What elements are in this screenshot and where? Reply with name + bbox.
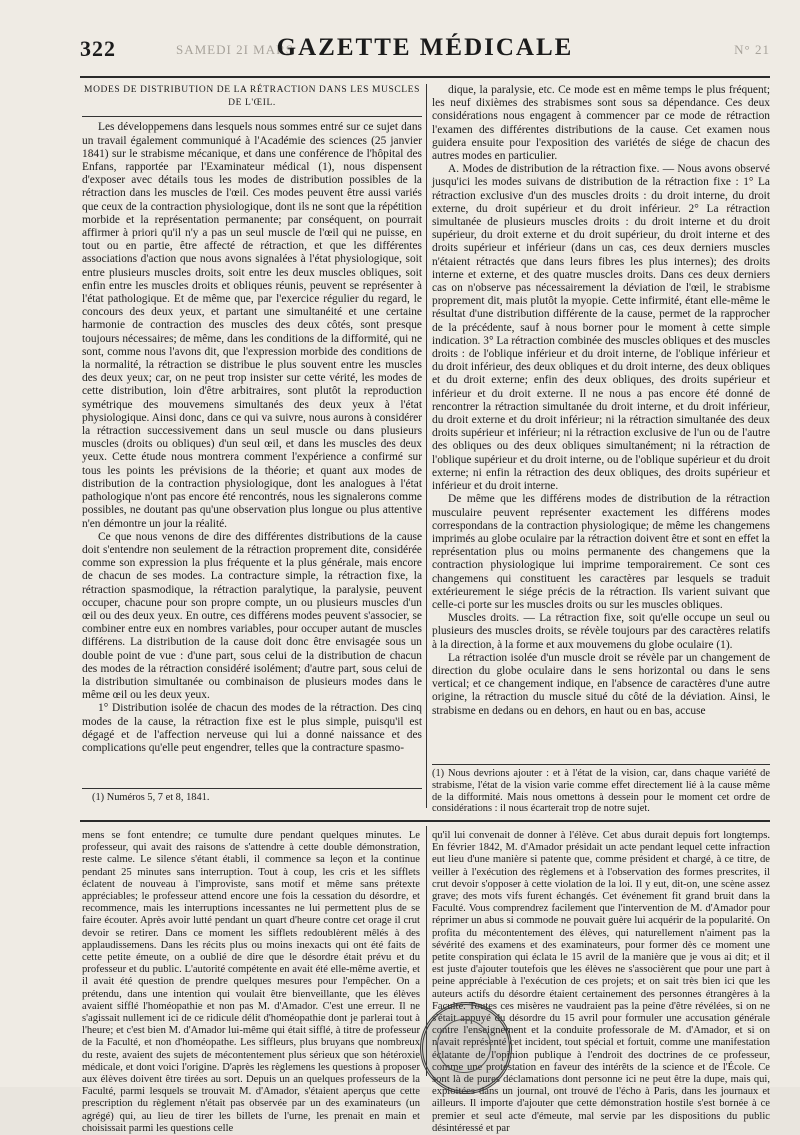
article-paragraph: De même que les différens modes de distribution de la rétraction musculaire peuvent représenter exactement les différens modes correspondans de la contraction physiologique; de même les changemens imprimés au globe oculaire par la rétraction doivent être et sont en effet la représentation plus ou moins permanente des changemens que la contraction physiologique lui imprime temporairement. Ce sont ces changemens qui constituent les caractères par lesquels se traduit extérieurement le siége précis de la rétraction. Ils varient suivant que celle-ci porte sur les muscles droits ou sur les muscles obliques. xyxy=(432,493,770,611)
feuilleton-left-column: mens se font entendre; ce tumulte dure pendant quelques minutes. Le professeur, qui avait des raisons de s'attendre à cette double démonstration, reste calme. Le silence s'étant établi, il commence sa leçon et la continue pendant 25 minutes sans interruption. Tout à coup, les cris et les sifflets éclatent de nouveau à l'improviste, sans motif et même sans prétexte appréciables; le professeur attend encore une fois la cessation du désordre, et recommence, mais les interruptions incessantes ne lui permettent plus de se faire écouter. Après avoir lutté pendant un quart d'heure contre cet orage il crut devoir se retirer. Dans ce moment les sifflets redoublèrent mêlés à des applaudissemens. Dans les récits plus ou moins inexacts qui ont été faits de cette petite émeute, on a oublié de dire que le désordre était prévu et du professeur et du public. L'autorité compétente en avait été elle-même avertie, et il avait été question de prendre quelques mesures pour l'empêcher. On a prétendu, dans une intention qui voulait être bienveillante, que les élèves avaient sifflé l'homéopathie et non pas M. d'Amador. C'est une erreur. Il ne s'agissait nullement ici de ce ridicule délit d'homéopathie dont je parlerai tout à l'heure; et c'est bien M. d'Amador lui-même qui était sifflé, à titre de professeur de la Faculté, et non d'homéopathe. Les siffleurs, plus bruyans que nombreux du reste, avaient des sujets de mécontentement plus sérieux que son hétéroxie médicale, et dont voici l'origine. D'après les règlemens les questions à proposer aux élèves doivent être tirées au sort. Depuis un an quelques professeurs de la Faculté, parmi lesquels se trouvait M. d'Amador, s'étaient aperçus que cette prescription du règlement n'était pas observée par un des examinateurs (un agrégé) qui, au lieu de tirer les billets de l'urne, les prenait en main et choisissait parmi les questions celle xyxy=(82,830,420,1134)
footnote-left: (1) Numéros 5, 7 et 8, 1841. xyxy=(92,792,210,803)
column-divider xyxy=(426,84,427,808)
footnote-right: (1) Nous devrions ajouter : et à l'état de la vision, car, dans chaque variété de strabisme, l'état de la vision varie comme effet directement lié à la cause même de la difformité. Mais nous omettons à dessein pour le moment cet ordre de considérations : il nous écarterait trop de notre sujet. xyxy=(432,768,770,815)
article-left-column xyxy=(82,84,422,755)
page-number: 322 xyxy=(80,36,116,61)
faint-header-left: SAMEDI 2I MARS xyxy=(176,42,295,57)
article-paragraph: Muscles droits. — La rétraction fixe, soit qu'elle occupe un seul ou plusieurs des muscles droits, se révèle toujours par des caractères relatifs à la direction, à la forme et aux mouvemens du globe oculaire (1). xyxy=(432,612,770,651)
feuilleton-right-column: qu'il lui convenait de donner à l'élève. Cet abus durait depuis fort longtemps. En février 1842, M. d'Amador présidait un acte pendant lequel cette infraction eut lieu d'une manière si patente que, comme président et chargé, à ce titre, de veiller à l'exécution des règlemens et à l'observation des formes prescrites, il crut devoir s'opposer à cette violation de la loi. Il y eut, dit-on, une scène assez grave; des mots vifs furent échangés. Cet événement fit grand bruit dans la Faculté. Vous comprendrez facilement que l'intervention de M. d'Amador pour réprimer un abus si commode ne pouvait guère lui acquérir de la popularité. On profita du mécontentement des élèves, qui naturellement n'aiment pas la sévérité des examens et des examinateurs, pour former dès ce moment une petite conspiration qui éclata le 15 avril de la manière que je vous ai dit; et il est juste d'ajouter toutefois que les élèves ne s'associèrent que pour une part à peine appréciable à l'exécution de ces projets; et on sait très bien ici que les auteurs actifs du désordre étaient certainement des personnes étrangères à la Faculté. Toutes ces misères ne vaudraient pas la peine d'être révélées, si on ne s'était appuyé du désordre du 15 avril pour formuler une accusation générale contre l'enseignement et la conduite professorale de M. d'Amador, et si on n'avait représenté cet incident, tout spécial et fortuit, comme une manifestation éclatante de l'opinion publique à l'endroit des doctrines de ce professeur, comme une protestation en faveur des intérêts de la science et de l'École. Ce sont là de pures déclamations dont personne ici ne peut être la dupe, mais qui, exploitées dans un journal, ont trouvé de l'écho à Paris, dans les journaux et ailleurs. Il importe d'ajouter que cette démonstration hostile s'est bornée à ce premier et seul acte d'émeute, mal servie par les dispositions du public désintéressé et par xyxy=(432,830,770,1134)
article-paragraph: Les développemens dans lesquels nous sommes entré sur ce sujet dans un travail également communiqué à l'Académie des sciences (25 janvier 1841) sur le strabisme mécanique, et dans une conférence de l'hôpital des Enfans, rapportée par l'Examinateur médical (1), nous dispensent d'exposer avec détails tous les modes de distribution possibles de la rétraction dans les muscles de l'œil. Ces modes peuvent être aussi variés que ceux de la contraction physiologique, dont ils ne sont que la répétition morbide et la représentation permanente; par conséquent, on pourrait affirmer à priori qu'il n'y a pas un seul muscle de l'œil qui ne puisse, en tout ou en partie, être affecté de rétraction, et que les différentes associations d'action que nous avons signalées à l'état physiologique, soit entre plusieurs muscles droits, soit entre les deux muscles obliques, soit enfin entre les muscles droits et obliques réunis, peuvent se représenter à l'état pathologique. Et de même que, par l'exercice régulier du regard, le concours des deux yeux, et partant une simultanéité et une certaine harmonie de contraction des muscles des deux côtés, sont presque toujours nécessaires; de même, dans les conditions de la difformité, qui ne sont, comme nous l'avons dit, que l'expression morbide des conditions de la normalité, la rétraction se distribue le plus souvent entre les muscles des deux yeux; car, on ne peut trop insister sur cette vérité, les modes de cette distribution, loin d'être arbitraires, sont plutôt la reproduction symétrique des mouvemens simultanés des deux yeux à l'état physiologique. Ainsi donc, dans ce qui va suivre, nous aurons à considérer la rétraction successivement dans un seul muscle ou dans plusieurs muscles (droits ou obliques) d'un seul œil, et dans les muscles des deux yeux. Cette étude nous montrera comment l'expérience a confirmé sur tous les points les prévisions de la théorie; et quant aux modes de distribution de la contraction physiologique, dont les analogues à l'état pathologique n'ont pas encore été rencontrés, nous les signalerons comme possibles, ne doutant pas qu'une observation plus longue ou plus attentive n'en démontre un jour la réalité. xyxy=(82,121,422,530)
article-paragraph: 1° Distribution isolée de chacun des modes de la rétraction. Des cinq modes de la cause, la rétraction fixe est le plus simple, puisqu'il est dégagé et de l'affection nerveuse qui lui a donné naissance et des complications qu'elle peut engendrer, telles que la contracture spasmo- xyxy=(82,702,422,754)
footnote-rule-left xyxy=(82,788,422,789)
page-header xyxy=(80,30,770,70)
article-paragraph: Ce que nous venons de dire des différentes distributions de la cause doit s'entendre non seulement de la rétraction proprement dite, considérée comme son expression la plus fréquente et la plus générale, mais encore de chacun de ses modes. La contracture simple, la rétraction fixe, la rétraction spasmodique, la rétraction paralytique, la paralysie, peuvent occuper, chacune pour son propre compte, un ou plusieurs muscles d'un œil ou des deux yeux. En outre, ces différens modes peuvent s'associer, se combiner entre eux en nombres variables, pour occuper autant de muscles différens. La distribution de la cause doit donc être envisagée sous un double point de vue : d'une part, sous celui de la distribution de chacun des modes de la rétraction considéré isolément; d'autre part, sous celui de la distribution simultanée ou combinaison de plusieurs modes dans le même œil ou les deux yeux. xyxy=(82,530,422,702)
faint-header-right: N° 21 xyxy=(734,42,770,57)
library-stamp xyxy=(420,1002,512,1094)
article-paragraph: A. Modes de distribution de la rétraction fixe. — Nous avons observé jusqu'ici les modes suivans de distribution de la rétraction fixe : 1° La rétraction exclusive d'un des muscles droits : du droit interne, du droit externe, du droit supérieur et du droit inférieur. 2° La rétraction simultanée de plusieurs muscles droits : du droit interne et du droit supérieur, du droit externe et du droit supérieur, du droit interne et des droits supérieur et inférieur (dans un cas, ces deux derniers muscles n'étaient rétractés que dans leurs fibres les plus internes); des droits interne et externe, et des quatre muscles droits. Dans ces deux derniers cas on n'observe pas nécessairement la déviation de l'œil, le strabisme proprement dit, mais plutôt la myopie. Cette infirmité, étant elle-même le résultat d'une distribution différente de la cause, permet de la rapprocher de la précédente, sauf à nous borner pour le moment à cette simple indication. 3° La rétraction combinée des muscles obliques et des muscles droits : de l'oblique inférieur et du droit interne, de l'oblique inférieur et du droit inférieur, des deux obliques et du droit interne, des deux obliques et du droit externe; enfin des deux obliques, des droits supérieur et inférieur et du droit externe. Il ne nous a pas encore été donné de rencontrer la rétraction simultanée du droit interne, et du droit inférieur, du droit externe et du droit inférieur; ni la rétraction simultanée des deux droits supérieur et inférieur; ni la rétraction exclusive de l'un ou de l'autre des obliques ou des deux obliques simultanément; ni la rétraction de l'oblique supérieur et du droit interne, ou de l'oblique supérieur et du droit externe; ni enfin la rétraction des deux obliques, des droits supérieur et inférieur et du droit interne. xyxy=(432,163,770,493)
article-paragraph: dique, la paralysie, etc. Ce mode est en même temps le plus fréquent; les neuf dixièmes des strabismes sont sous sa dépendance. Ces deux considérations nous engagent à commencer par ce mode de rétraction l'examen des différentes distributions de la cause. Cet examen nous guidera ensuite pour l'exposition des variétés de siége de chacun des autres modes en particulier. xyxy=(432,84,770,163)
footnote-rule-right xyxy=(432,764,770,765)
journal-title: GAZETTE MÉDICALE xyxy=(276,34,574,61)
header-rule xyxy=(80,76,770,78)
section-title-rule xyxy=(82,116,422,117)
article-paragraph: La rétraction isolée d'un muscle droit se révèle par un changement de direction du globe oculaire dans le sens horizontal ou dans le sens vertical; et ce changement indique, en l'absence de caractères d'une autre origine, la rétraction du muscle situé du côté de la déviation. Ainsi, le strabisme en dedans ou en dehors, en haut ou en bas, accuse xyxy=(432,651,770,717)
feuilleton-rule xyxy=(80,820,770,822)
article-right-column xyxy=(432,84,770,718)
section-title: MODES DE DISTRIBUTION DE LA RÉTRACTION DANS LES MUSCLES DE L'ŒIL. xyxy=(84,85,420,109)
